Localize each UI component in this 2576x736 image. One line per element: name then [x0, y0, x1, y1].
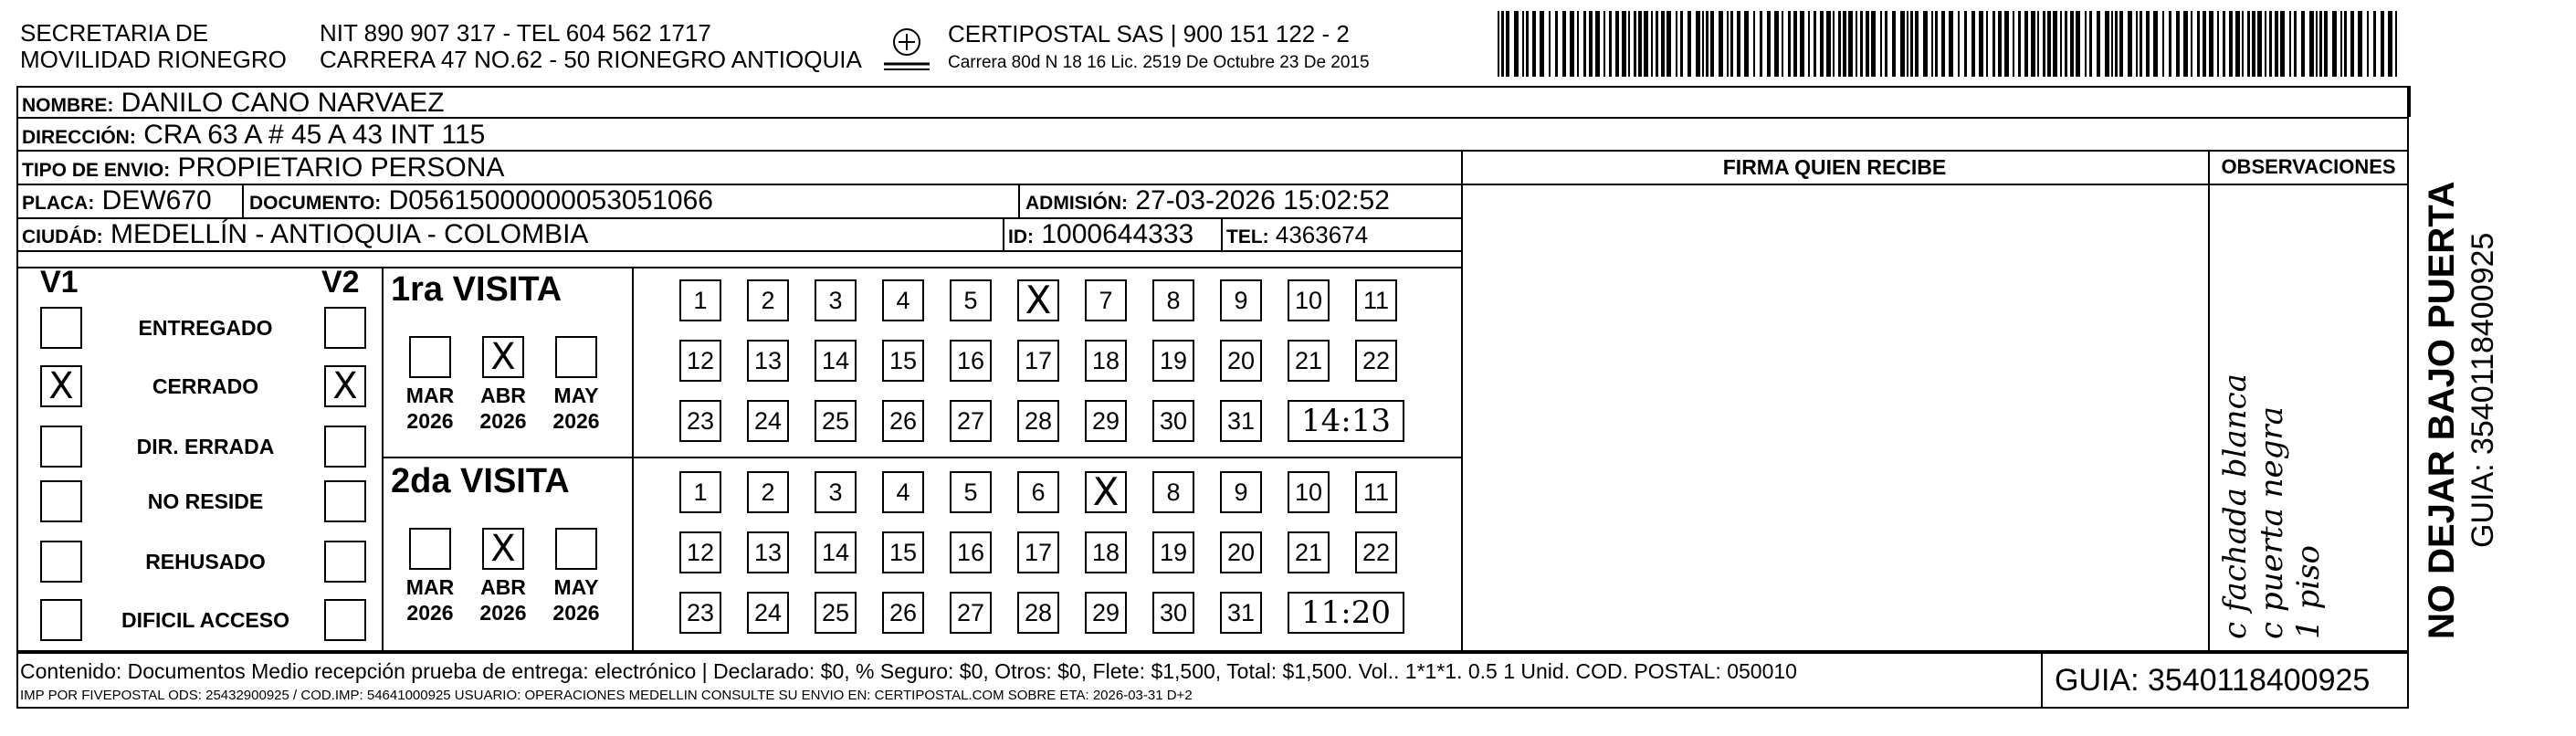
- v2-checkbox[interactable]: [324, 307, 366, 349]
- day-box[interactable]: 22: [1355, 531, 1397, 573]
- month-year: 2026: [552, 601, 600, 625]
- day-box[interactable]: 2: [747, 279, 789, 321]
- col-divider: [242, 184, 244, 217]
- day-box[interactable]: 13: [747, 531, 789, 573]
- day-box[interactable]: 17: [1017, 340, 1059, 382]
- observaciones-text: [2217, 373, 2327, 639]
- direccion-value: CRA 63 A # 45 A 43 INT 115: [143, 120, 486, 150]
- v1-checkbox[interactable]: [40, 599, 82, 641]
- col-divider: [382, 267, 384, 652]
- org-line-1: SECRETARIA DE: [20, 19, 209, 47]
- day-box[interactable]: 27: [950, 592, 992, 634]
- observaciones-header: OBSERVACIONES: [2221, 155, 2396, 178]
- day-box[interactable]: 15: [882, 531, 924, 573]
- month-name: MAR: [405, 575, 455, 599]
- tel-label: TEL:: [1226, 226, 1269, 247]
- nit-line: NIT 890 907 317 - TEL 604 562 1717: [320, 19, 711, 47]
- address-line: CARRERA 47 NO.62 - 50 RIONEGRO ANTIOQUIA: [320, 46, 862, 73]
- v1-checkbox[interactable]: [40, 541, 82, 583]
- placa-value: DEW670: [101, 185, 212, 216]
- day-box[interactable]: 4: [882, 279, 924, 321]
- barcode-icon: [1498, 11, 2402, 77]
- footer-contenido: Contenido: Documentos Medio recepción prueba de entrega: electrónico | Declarado: $0, % Seguro: $0, Otros: $0, Flete: $1,500, Total: $1,500. Vol.. 1*1*1. 0.5 1 Unid. COD. POSTAL: 050010: [20, 659, 1797, 683]
- status-label: DIR. ERRADA: [136, 435, 275, 458]
- day-box[interactable]: 29: [1085, 592, 1127, 634]
- v1-checkbox[interactable]: [40, 480, 82, 522]
- tipo-envio-field: [22, 152, 504, 186]
- col-divider: [2409, 86, 2411, 117]
- v1-header: V1: [40, 265, 79, 300]
- day-box[interactable]: 29: [1085, 400, 1127, 442]
- organization-name: [20, 20, 287, 73]
- ciudad-value: MEDELLÍN - ANTIOQUIA - COLOMBIA: [110, 219, 589, 249]
- day-box[interactable]: 20: [1220, 340, 1262, 382]
- day-box[interactable]: 13: [747, 340, 789, 382]
- day-box[interactable]: 9: [1220, 279, 1262, 321]
- v2-checkbox[interactable]: [324, 426, 366, 468]
- day-box[interactable]: 3: [815, 471, 857, 513]
- day-box[interactable]: 31: [1220, 592, 1262, 634]
- status-label: NO RESIDE: [147, 489, 264, 513]
- month-year: 2026: [479, 409, 527, 433]
- day-box[interactable]: 21: [1288, 340, 1330, 382]
- col-divider: [632, 267, 634, 652]
- row-divider: [1461, 184, 2409, 185]
- v2-checkbox[interactable]: [324, 599, 366, 641]
- v1-checkbox[interactable]: [40, 426, 82, 468]
- month-name: MAY: [553, 575, 599, 599]
- row-divider: [16, 267, 1461, 268]
- visit-time[interactable]: 14:13: [1288, 400, 1404, 442]
- tipo-envio-label: TIPO DE ENVIO:: [22, 160, 171, 181]
- footer-guia: GUIA: 3540118400925: [2055, 663, 2371, 698]
- month-name: ABR: [480, 384, 526, 407]
- day-box[interactable]: 11: [1355, 471, 1397, 513]
- v2-header: V2: [321, 265, 360, 300]
- day-box[interactable]: 16: [950, 340, 992, 382]
- day-box[interactable]: 19: [1152, 531, 1194, 573]
- col-divider: [1221, 217, 1223, 250]
- nombre-value: DANILO CANO NARVAEZ: [121, 88, 445, 118]
- v2-checkbox[interactable]: [324, 480, 366, 522]
- firma-header: FIRMA QUIEN RECIBE: [1722, 155, 1947, 179]
- nombre-label: NOMBRE:: [22, 95, 114, 116]
- org-line-2: MOVILIDAD RIONEGRO: [20, 46, 287, 73]
- day-box[interactable]: X: [1085, 471, 1127, 513]
- tipo-envio-value: PROPIETARIO PERSONA: [177, 152, 505, 183]
- v1-checkbox[interactable]: X: [40, 365, 82, 407]
- id-label: ID:: [1008, 226, 1034, 247]
- status-label: ENTREGADO: [138, 316, 273, 340]
- certipostal-logo-icon: [875, 22, 939, 77]
- documento-value: D05615000000053051066: [388, 185, 713, 216]
- day-box[interactable]: 15: [882, 340, 924, 382]
- month-year: 2026: [406, 601, 454, 625]
- placa-field: [22, 185, 212, 219]
- month-name: ABR: [480, 575, 526, 599]
- ciudad-field: [22, 219, 588, 253]
- day-box[interactable]: 19: [1152, 340, 1194, 382]
- observaciones-line: c puerta negra: [2254, 406, 2290, 639]
- day-box[interactable]: 4: [882, 471, 924, 513]
- observaciones-line: c fachada blanca: [2217, 373, 2254, 639]
- admision-value: 27-03-2026 15:02:52: [1135, 185, 1390, 216]
- day-box[interactable]: 28: [1017, 592, 1059, 634]
- day-box[interactable]: 5: [950, 471, 992, 513]
- day-box[interactable]: 18: [1085, 340, 1127, 382]
- admision-field: [1025, 185, 1390, 219]
- month-name: MAR: [405, 384, 455, 407]
- day-box[interactable]: 28: [1017, 400, 1059, 442]
- col-divider: [2041, 652, 2043, 709]
- day-box[interactable]: 23: [679, 592, 721, 634]
- visit-title: 2da VISITA: [391, 462, 570, 500]
- ciudad-label: CIUDÁD:: [22, 226, 103, 247]
- month-checkbox[interactable]: [409, 528, 451, 570]
- day-box[interactable]: 7: [1085, 279, 1127, 321]
- id-value: 1000644333: [1041, 219, 1194, 249]
- day-box[interactable]: 14: [815, 340, 857, 382]
- day-box[interactable]: 14: [815, 531, 857, 573]
- day-box[interactable]: 16: [950, 531, 992, 573]
- day-box[interactable]: 5: [950, 279, 992, 321]
- day-box[interactable]: 1: [679, 279, 721, 321]
- month-year: 2026: [552, 409, 600, 433]
- id-field: [1008, 219, 1193, 253]
- day-box[interactable]: 27: [950, 400, 992, 442]
- day-box[interactable]: 24: [747, 400, 789, 442]
- month-checkbox[interactable]: X: [482, 528, 524, 570]
- direccion-field: [22, 120, 485, 153]
- nombre-field: [22, 88, 445, 121]
- visit-time[interactable]: 11:20: [1288, 592, 1404, 634]
- month-year: 2026: [406, 409, 454, 433]
- day-box[interactable]: 25: [815, 400, 857, 442]
- day-box[interactable]: 18: [1085, 531, 1127, 573]
- day-box[interactable]: 10: [1288, 471, 1330, 513]
- month-checkbox[interactable]: [409, 336, 451, 378]
- day-box[interactable]: 12: [679, 340, 721, 382]
- status-label: CERRADO: [152, 374, 259, 398]
- courier-line: CERTIPOSTAL SAS | 900 151 122 - 2: [948, 20, 1350, 47]
- day-box[interactable]: X: [1017, 279, 1059, 321]
- license-line: Carrera 80d N 18 16 Lic. 2519 De Octubre 23 De 2015: [948, 53, 1370, 72]
- col-divider: [1461, 150, 1463, 652]
- day-box[interactable]: 20: [1220, 531, 1262, 573]
- day-box[interactable]: 17: [1017, 531, 1059, 573]
- observaciones-line: 1 piso: [2290, 545, 2327, 639]
- side-warning: NO DEJAR BAJO PUERTA: [2422, 181, 2462, 639]
- day-box[interactable]: 12: [679, 531, 721, 573]
- day-box[interactable]: 2: [747, 471, 789, 513]
- month-checkbox[interactable]: [555, 336, 597, 378]
- day-box[interactable]: 26: [882, 592, 924, 634]
- status-label: DIFICIL ACCESO: [121, 608, 289, 632]
- month-name: MAY: [553, 384, 599, 407]
- day-box[interactable]: 9: [1220, 471, 1262, 513]
- day-box[interactable]: 6: [1017, 471, 1059, 513]
- day-box[interactable]: 8: [1152, 279, 1194, 321]
- day-box[interactable]: 22: [1355, 340, 1397, 382]
- col-divider: [2208, 150, 2210, 652]
- day-box[interactable]: 11: [1355, 279, 1397, 321]
- day-box[interactable]: 21: [1288, 531, 1330, 573]
- day-box[interactable]: 24: [747, 592, 789, 634]
- tel-field: [1226, 219, 1368, 253]
- day-box[interactable]: 25: [815, 592, 857, 634]
- day-box[interactable]: 30: [1152, 592, 1194, 634]
- day-box[interactable]: 30: [1152, 400, 1194, 442]
- visit-title: 1ra VISITA: [391, 270, 563, 309]
- footer-impresion: IMP POR FIVEPOSTAL ODS: 25432900925 / COD.IMP: 54641000925 USUARIO: OPERACIONES MEDELLIN CONSULTE SU ENVIO EN: CERTIPOSTAL.COM SOBRE ETA: 2026-03-31 D+2: [20, 688, 1193, 703]
- col-divider: [1018, 184, 1020, 217]
- day-box[interactable]: 1: [679, 471, 721, 513]
- col-divider: [1003, 217, 1004, 250]
- documento-field: [249, 185, 713, 219]
- status-label: REHUSADO: [145, 550, 266, 573]
- day-box[interactable]: 23: [679, 400, 721, 442]
- side-guia: GUIA: 3540118400925: [2466, 232, 2500, 548]
- visit-divider: [382, 457, 1461, 458]
- day-box[interactable]: 10: [1288, 279, 1330, 321]
- documento-label: DOCUMENTO:: [249, 193, 382, 214]
- day-box[interactable]: 8: [1152, 471, 1194, 513]
- placa-label: PLACA:: [22, 193, 95, 214]
- v2-checkbox[interactable]: X: [324, 365, 366, 407]
- month-year: 2026: [479, 601, 527, 625]
- organization-contact: [320, 20, 862, 73]
- month-checkbox[interactable]: [555, 528, 597, 570]
- month-checkbox[interactable]: X: [482, 336, 524, 378]
- day-box[interactable]: 26: [882, 400, 924, 442]
- day-box[interactable]: 3: [815, 279, 857, 321]
- tel-value: 4363674: [1275, 221, 1369, 248]
- admision-label: ADMISIÓN:: [1025, 193, 1128, 214]
- direccion-label: DIRECCIÓN:: [22, 127, 136, 148]
- v2-checkbox[interactable]: [324, 541, 366, 583]
- day-box[interactable]: 31: [1220, 400, 1262, 442]
- v1-checkbox[interactable]: [40, 307, 82, 349]
